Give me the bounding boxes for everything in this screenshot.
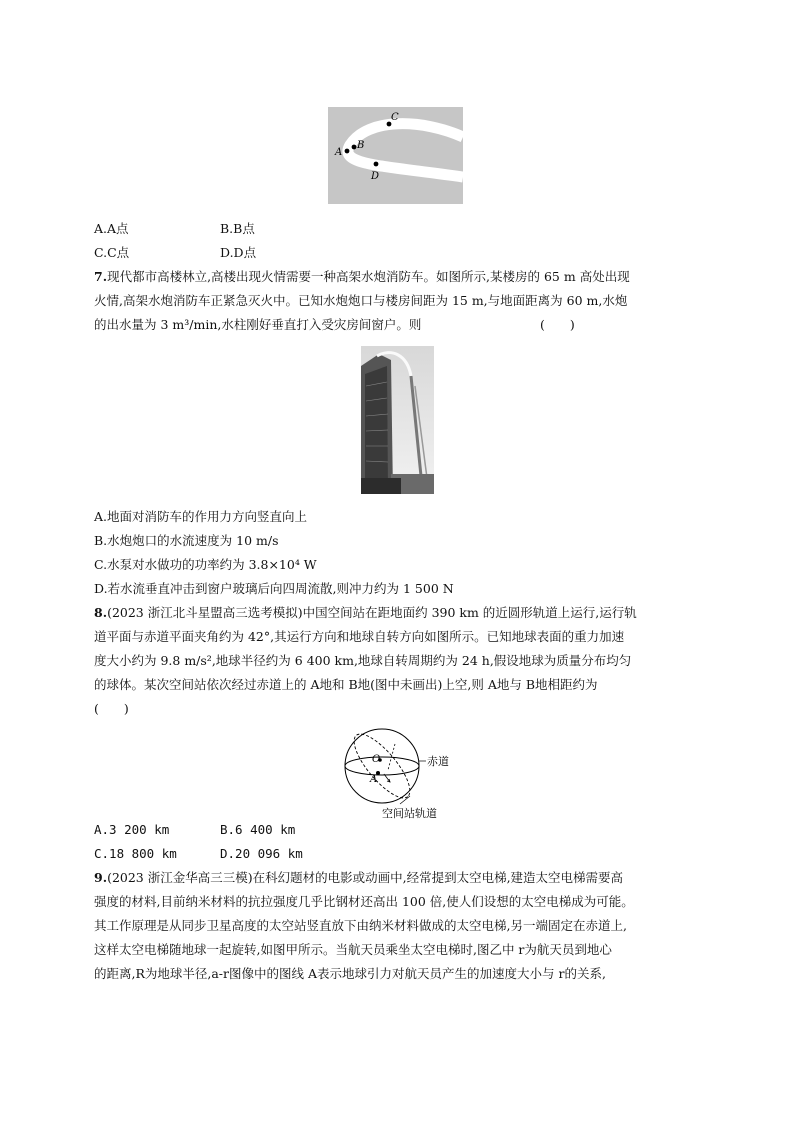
q8-line1-text: (2023 浙江北斗星盟高三选考模拟)中国空间站在距地面约 390 km 的近圆形轨道上运行,运行轨 (107, 605, 637, 620)
q8-option-a: A.3 200 km (94, 822, 170, 837)
q9-line3: 其工作原理是从同步卫星高度的太空站竖直放下由纳米材料做成的太空电梯,另一端固定在赤道上, (94, 918, 627, 933)
q6-option-a: A.A点 (94, 221, 129, 236)
q6-option-c: C.C点 (94, 245, 130, 260)
q7-option-a: A.地面对消防车的作用力方向竖直向上 (94, 509, 308, 524)
q8-line4: 的球体。某次空间站依次经过赤道上的 A地和 B地(图中未画出)上空,则 A地与 B地相距约为 (94, 677, 598, 692)
label-a: A (335, 147, 343, 158)
q6-option-b: B.B点 (220, 221, 255, 236)
point-a (345, 149, 350, 154)
q7-line1 (94, 271, 630, 284)
q8-number: 8. (94, 605, 108, 620)
q8-line2: 道平面与赤道平面夹角约为 42°,其运行方向和地球自转方向如图所示。已知地球表面的重力加速 (94, 629, 625, 644)
q7-answer-paren: ( ) (540, 317, 575, 332)
q8-option-c: C.18 800 km (94, 846, 177, 861)
q9-line1 (94, 872, 623, 885)
q8-option-d: D.20 096 km (220, 846, 303, 861)
label-c: C (391, 112, 399, 123)
q7-option-c: C.水泵对水做功的功率约为 3.8×10⁴ W (94, 557, 317, 572)
globe-figure (340, 724, 460, 820)
label-b: B (357, 140, 365, 151)
q8-answer-paren: ( ) (94, 701, 129, 716)
track-diagram (328, 107, 463, 204)
q9-line4: 这样太空电梯随地球一起旋转,如图甲所示。当航天员乘坐太空电梯时,图乙中 r为航天员到地心 (94, 942, 612, 957)
equator-label: 赤道 (427, 755, 449, 768)
label-a: A (370, 774, 378, 785)
q9-line2: 强度的材料,目前纳米材料的抗拉强度几乎比钢材还高出 100 倍,使人们设想的太空电梯成为可能。 (94, 894, 634, 909)
q7-line3: 的出水量为 3 m³/min,水柱刚好垂直打入受灾房间窗户。则 (94, 317, 422, 332)
q8-line3: 度大小约为 9.8 m/s²,地球半径约为 6 400 km,地球自转周期约为 24 h,假设地球为质量分布均匀 (94, 653, 632, 668)
q7-line2: 火情,高架水炮消防车正紧急灭火中。已知水炮炮口与楼房间距为 15 m,与地面距离为 60 m,水炮 (94, 293, 628, 308)
q7-line1-text: 现代都市高楼林立,高楼出现火情需要一种高架水炮消防车。如图所示,某楼房的 65 m 高处出现 (107, 269, 630, 284)
fire-truck-photo (361, 346, 434, 494)
point-d (374, 162, 379, 167)
track-figure (328, 107, 463, 204)
label-o: O (372, 754, 381, 765)
label-d: D (371, 171, 380, 182)
q8-line1 (94, 607, 637, 620)
q8-option-b: B.6 400 km (220, 822, 296, 837)
q7-number: 7. (94, 269, 108, 284)
q7-option-d: D.若水流垂直冲击到窗户玻璃后向四周流散,则冲力约为 1 500 N (94, 581, 454, 596)
q7-option-b: B.水炮炮口的水流速度为 10 m/s (94, 533, 279, 548)
q9-number: 9. (94, 870, 108, 885)
point-b (352, 145, 357, 150)
q6-option-d: D.D点 (220, 245, 257, 260)
fire-truck-image (361, 346, 434, 494)
q9-line1-text: (2023 浙江金华高三三模)在科幻题材的电影或动画中,经常提到太空电梯,建造太空电梯需要高 (107, 870, 624, 885)
globe-diagram (340, 724, 460, 820)
orbit-label: 空间站轨道 (382, 807, 437, 820)
q9-line5: 的距离,R为地球半径,a-r图像中的图线 A表示地球引力对航天员产生的加速度大小与 r的关系, (94, 966, 606, 981)
